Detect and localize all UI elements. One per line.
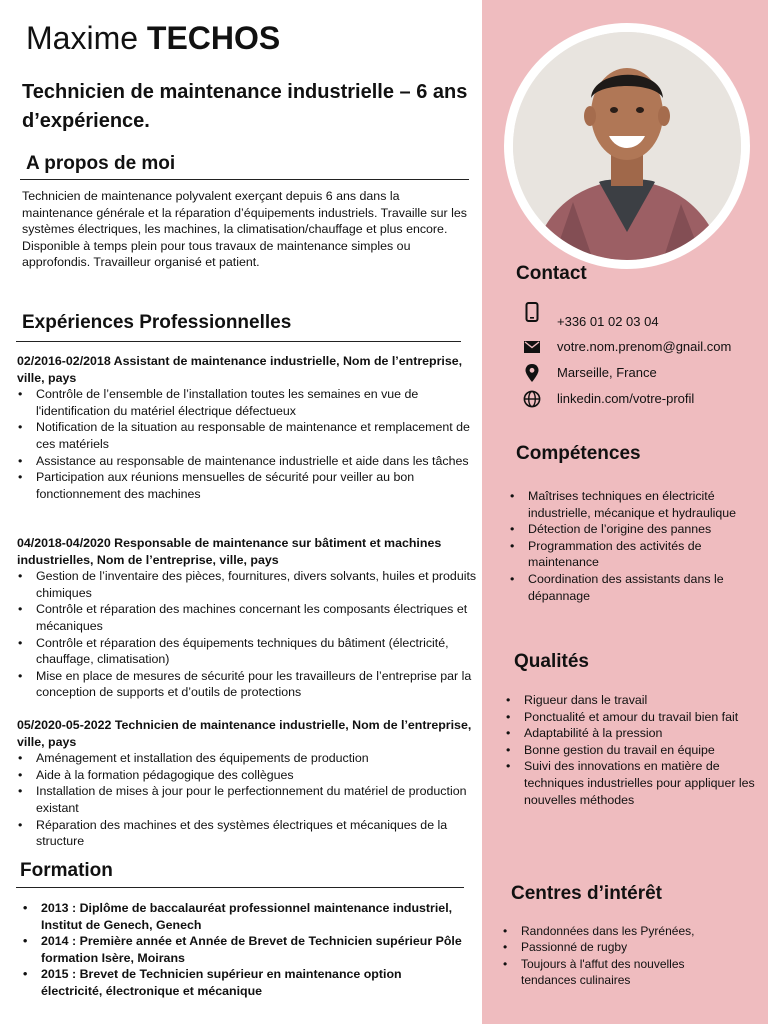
phone-number: +336 01 02 03 04: [557, 314, 659, 329]
list-item: • Gestion de l’inventaire des pièces, fournitures, divers solvants, huiles et produits chimiques: [17, 568, 477, 601]
portrait-illustration: [513, 32, 741, 260]
list-item: • Détection de l’origine des pannes: [509, 521, 749, 538]
job-tasks: [17, 386, 477, 502]
list-item: • Suivi des innovations en matière de techniques industrielles pour appliquer les nouvelles méthodes: [505, 758, 757, 808]
mail-icon: [522, 337, 542, 357]
list-item: • Assistance au responsable de maintenance industrielle et aide dans les tâches: [17, 453, 477, 470]
candidate-name: [26, 18, 280, 58]
skills-list: [509, 488, 749, 604]
education-list: [22, 900, 462, 1000]
list-item: • Contrôle de l’ensemble de l’installation toutes les semaines en vue de l'identification du matériel électrique défectueux: [17, 386, 477, 419]
list-item: • Toujours à l'affut des nouvelles tendances culinaires: [502, 956, 742, 989]
list-item: • 2014 : Première année et Année de Brevet de Technicien supérieur Pôle formation Isère, Moirans: [22, 933, 462, 966]
contact-title: Contact: [516, 263, 587, 284]
about-title: A propos de moi: [26, 153, 176, 174]
job-tasks: [17, 750, 477, 850]
qualities-list: [505, 692, 757, 808]
first-name: Maxime: [26, 20, 139, 56]
profile-photo: [513, 32, 741, 260]
list-item: • Ponctualité et amour du travail bien fait: [505, 709, 757, 726]
education-divider: [16, 887, 464, 888]
contact-phone: [522, 302, 762, 329]
list-item: • Coordination des assistants dans le dépannage: [509, 571, 749, 604]
job-entry-2: [17, 535, 477, 701]
location-pin-icon: [522, 363, 542, 383]
list-item: • Bonne gestion du travail en équipe: [505, 742, 757, 759]
list-item: • Mise en place de mesures de sécurité pour les travailleurs de l’entreprise par la conception de supports et d’outils de protections: [17, 668, 477, 701]
list-item: • Rigueur dans le travail: [505, 692, 757, 709]
contact-linkedin: [522, 389, 762, 409]
list-item: • Randonnées dans les Pyrénées,: [502, 923, 742, 939]
skills-title: Compétences: [516, 443, 641, 464]
list-item: • Notification de la situation au responsable de maintenance et remplacement de ces matériels: [17, 419, 477, 452]
qualities-title: Qualités: [514, 651, 589, 672]
list-item: • Aide à la formation pédagogique des collègues: [17, 767, 477, 784]
list-item: • Programmation des activités de maintenance: [509, 538, 749, 571]
job-entry-1: [17, 353, 477, 502]
job-heading: 02/2016-02/2018 Assistant de maintenance industrielle, Nom de l’entreprise, ville, pays: [17, 354, 463, 385]
contact-email: [522, 337, 762, 357]
list-item: • Maîtrises techniques en électricité industrielle, mécanique et hydraulique: [509, 488, 749, 521]
about-text: Technicien de maintenance polyvalent exerçant depuis 6 ans dans la maintenance générale et la réparation d’équipements industriels. Travaille sur les systèmes électriques, les machines, la climatisation/chauffage et plus encore. Disponible à temps plein pour tous travaux de maintenance simples ou approfondis. Travailleur organisé et patient.: [22, 189, 467, 270]
location: Marseille, France: [557, 365, 657, 380]
phone-icon: [522, 302, 542, 322]
list-item: • Contrôle et réparation des machines concernant les composants électriques et mécaniques: [17, 601, 477, 634]
globe-icon: [522, 389, 542, 409]
email-address[interactable]: votre.nom.prenom@gnail.com: [557, 339, 732, 354]
interests-list: [502, 923, 742, 988]
experience-divider: [16, 341, 461, 342]
experience-title: Expériences Professionnelles: [22, 312, 292, 333]
list-item: • Contrôle et réparation des équipements techniques du bâtiment (électricité, chauffage, climatisation): [17, 635, 477, 668]
job-title: Technicien de maintenance industrielle – 6 ans d’expérience.: [22, 81, 468, 132]
job-heading: 04/2018-04/2020 Responsable de maintenance sur bâtiment et machines industrielles, Nom de l’entreprise, ville, pays: [17, 536, 442, 567]
job-heading: 05/2020-05-2022 Technicien de maintenance industrielle, Nom de l’entreprise, ville, pays: [17, 718, 472, 749]
list-item: • 2015 : Brevet de Technicien supérieur en maintenance option électricité, électronique et mécanique: [22, 966, 462, 999]
education-title: Formation: [20, 860, 113, 881]
list-item: • 2013 : Diplôme de baccalauréat professionnel maintenance industriel, Institut de Genech, Genech: [22, 900, 462, 933]
job-tasks: [17, 568, 477, 701]
interests-title: Centres d’intérêt: [511, 883, 662, 904]
job-entry-3: [17, 717, 477, 850]
last-name: TECHOS: [146, 20, 281, 56]
contact-location: [522, 363, 762, 383]
about-divider: [20, 179, 469, 180]
list-item: • Participation aux réunions mensuelles de sécurité pour veiller au bon fonctionnement des machines: [17, 469, 477, 502]
list-item: • Réparation des machines et des systèmes électriques et mécaniques de la structure: [17, 817, 477, 850]
list-item: • Passionné de rugby: [502, 939, 742, 955]
list-item: • Installation de mises à jour pour le perfectionnement du matériel de production existant: [17, 783, 477, 816]
linkedin-url[interactable]: linkedin.com/votre-profil: [557, 391, 695, 406]
list-item: • Aménagement et installation des équipements de production: [17, 750, 477, 767]
list-item: • Adaptabilité à la pression: [505, 725, 757, 742]
